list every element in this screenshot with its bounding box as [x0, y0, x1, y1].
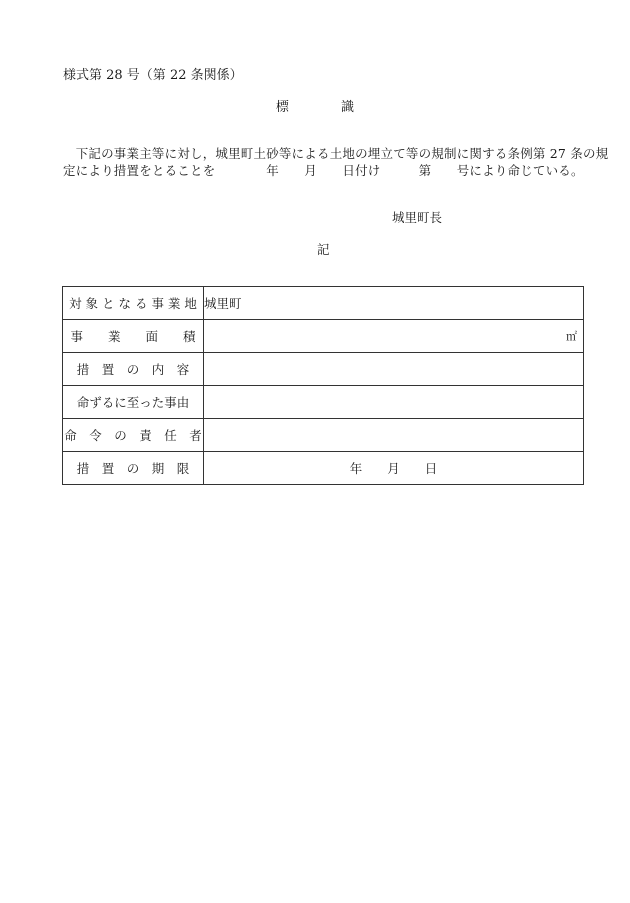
row-value-measure-content [204, 353, 584, 386]
table-row [63, 419, 584, 452]
row-value-deadline: 年 月 日 [204, 452, 584, 485]
issuer-name: 城里町長 [392, 210, 443, 225]
table-row [63, 287, 584, 320]
table-row [63, 320, 584, 353]
table-row [63, 452, 584, 485]
form-number: 様式第 28 号（第 22 条関係） [63, 68, 243, 83]
body-text-line-1: 下記の事業主等に対し，城里町土砂等による土地の埋立て等の規制に関する条例第 27 条の規 [63, 146, 609, 161]
row-label-responsible-person: 命 令 の 責 任 者 [63, 419, 204, 452]
table-row [63, 386, 584, 419]
table-row [63, 353, 584, 386]
row-label-measure-content: 措 置 の 内 容 [63, 353, 204, 386]
row-value-business-site: 城里町 [204, 287, 584, 320]
row-label-business-site: 対 象 と な る 事 業 地 [63, 287, 204, 320]
body-text-line-2: 定により措置をとることを 年 月 日付け 第 号により命じている。 [63, 163, 584, 178]
row-label-reason: 命ずるに至った事由 [63, 386, 204, 419]
row-value-business-area: ㎡ [204, 320, 584, 353]
row-label-business-area: 事 業 面 積 [63, 320, 204, 353]
row-value-reason [204, 386, 584, 419]
ki-heading: 記 [317, 242, 330, 257]
document-title: 標 識 [275, 100, 379, 115]
details-table [62, 286, 584, 485]
row-label-deadline: 措 置 の 期 限 [63, 452, 204, 485]
row-value-responsible-person [204, 419, 584, 452]
